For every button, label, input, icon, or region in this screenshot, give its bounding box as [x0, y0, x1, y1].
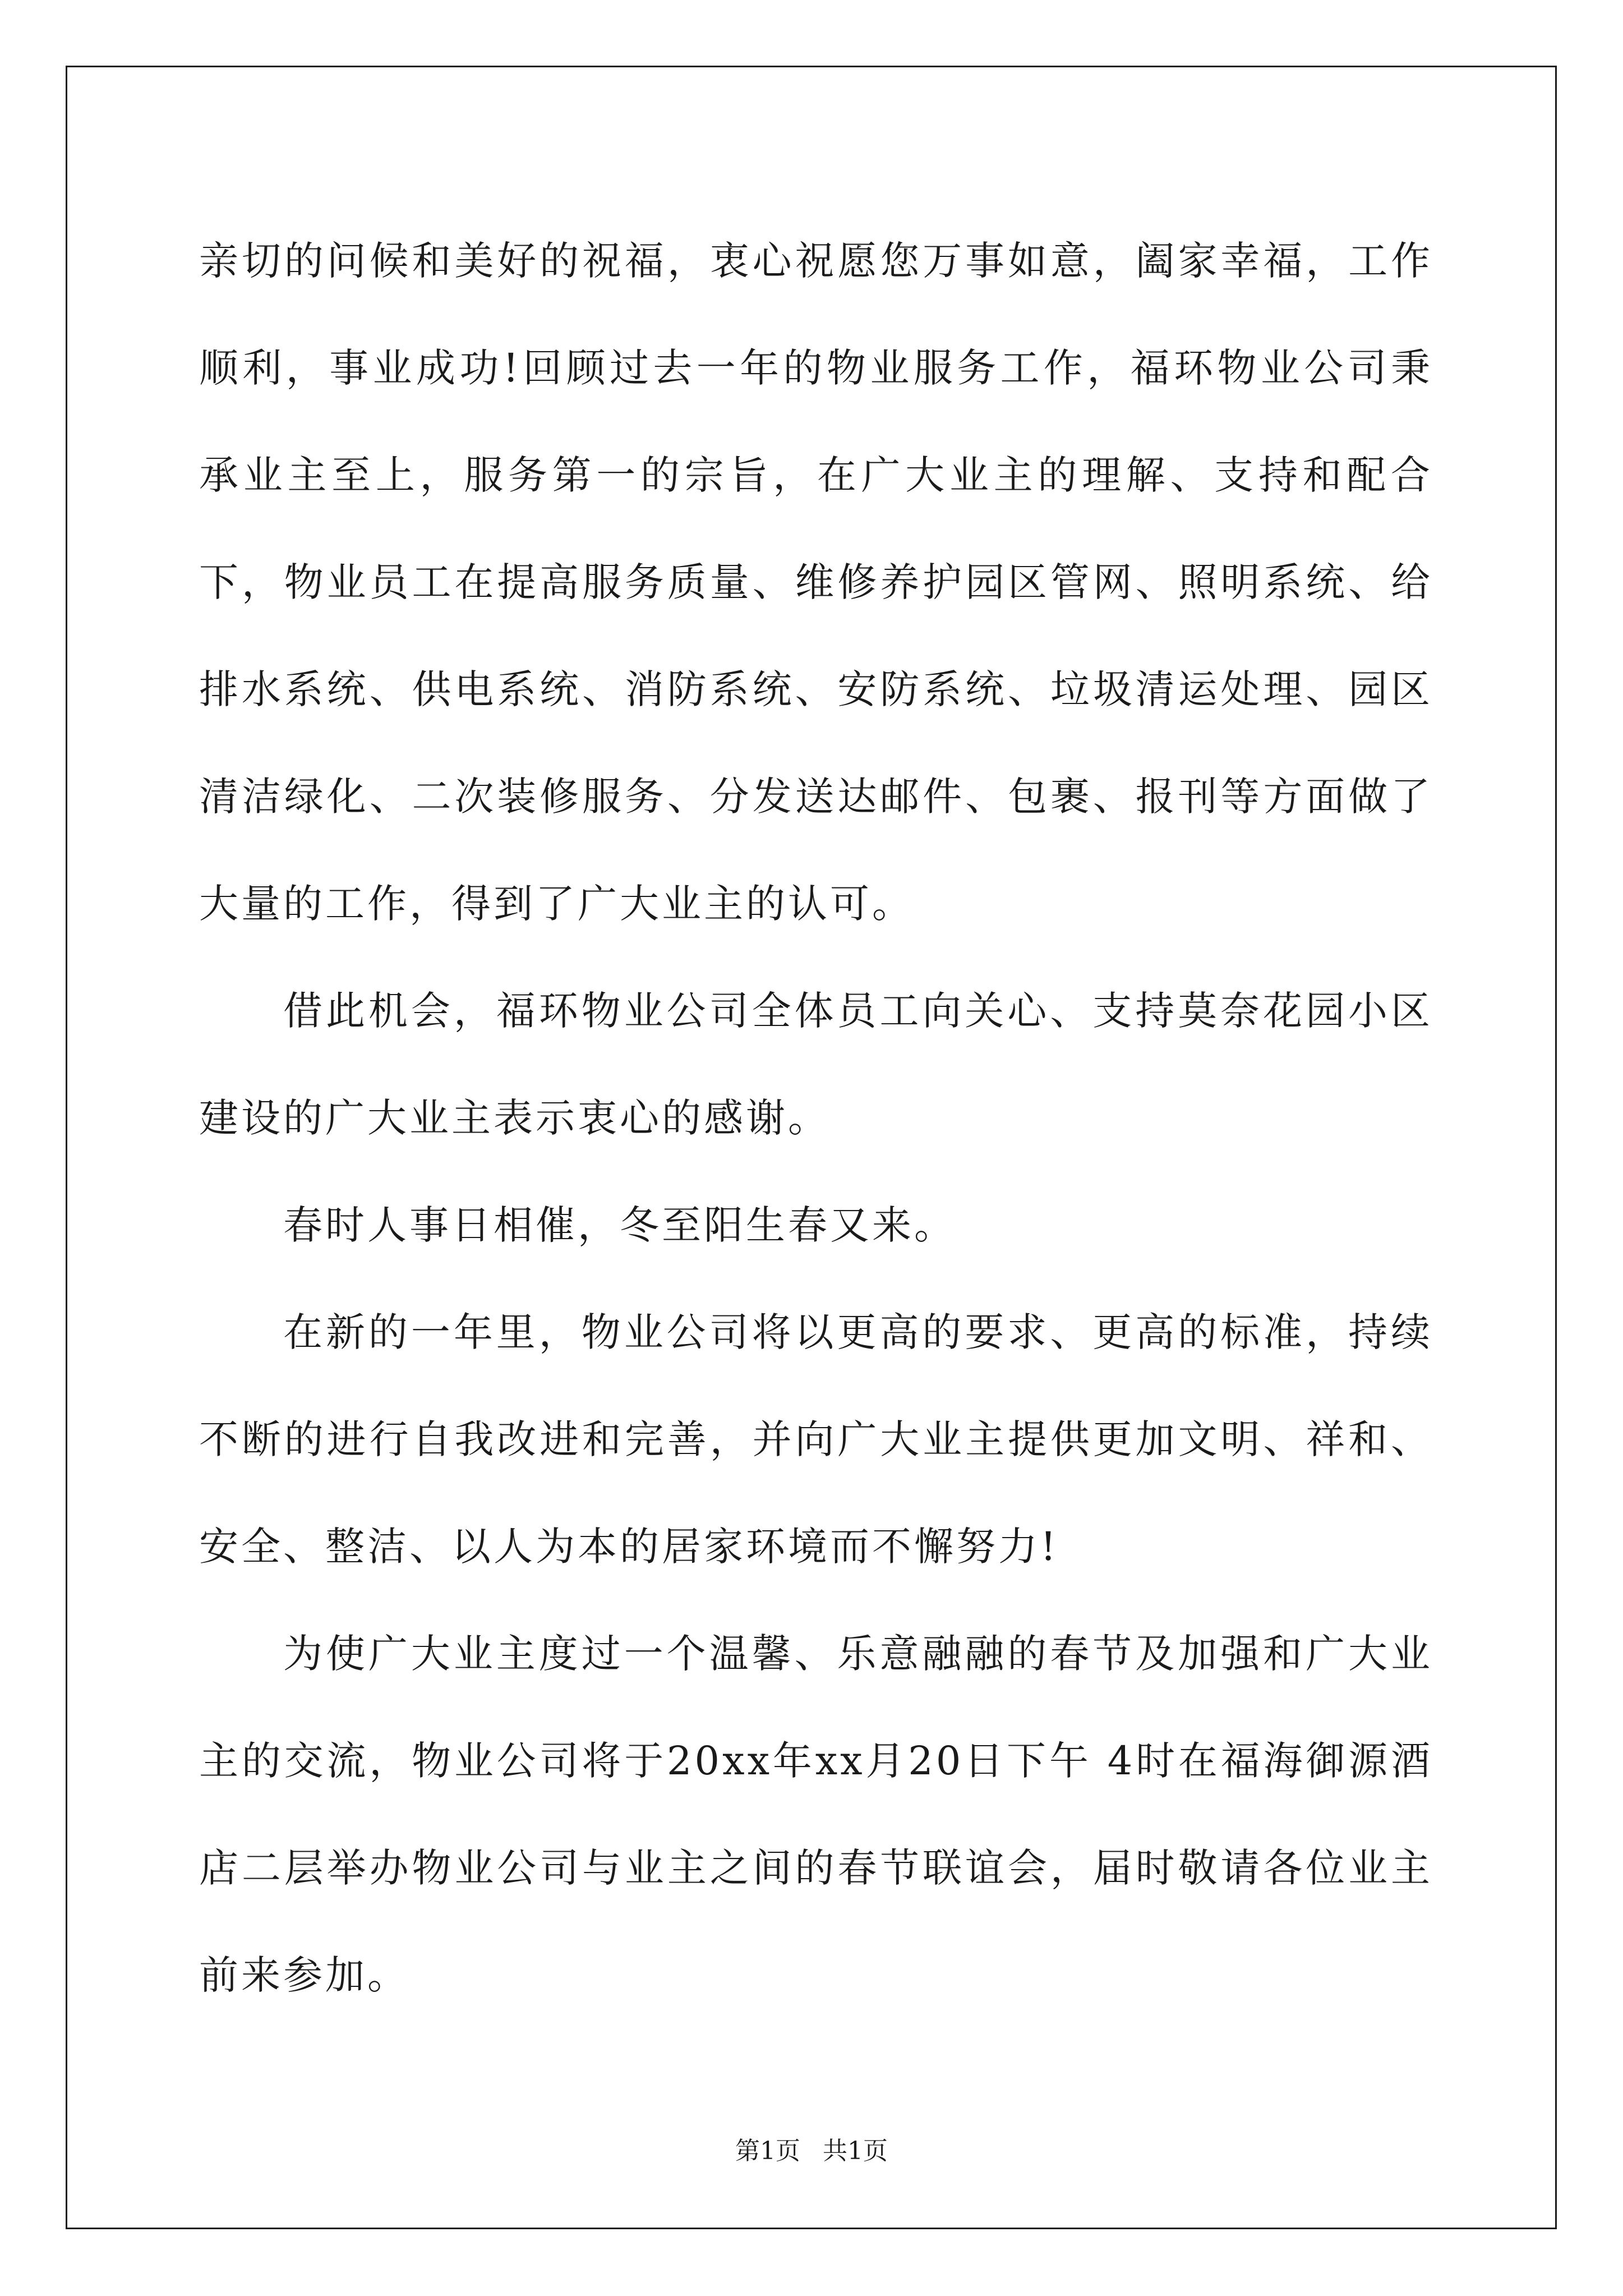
page-footer: [0, 2131, 1623, 2166]
paragraph-5: 为使广大业主度过一个温馨、乐意融融的春节及加强和广大业主的交流，物业公司将于20xx年xx月20日下午 4时在福海御源酒店二层举办物业公司与业主之间的春节联谊会，届时敬请各位业主前来参加。: [199, 1631, 1433, 1998]
paragraph-1: 亲切的问候和美好的祝福，衷心祝愿您万事如意，阖家幸福，工作顺利，事业成功!回顾过去一年的物业服务工作，福环物业公司秉承业主至上，服务第一的宗旨，在广大业主的理解、支持和配合下，物业员工在提高服务质量、维修养护园区管网、照明系统、给排水系统、供电系统、消防系统、安防系统、垃圾清运处理、园区清洁绿化、二次装修服务、分发送达邮件、包裹、报刊等方面做了大量的工作，得到了广大业主的认可。: [199, 238, 1433, 927]
paragraph-2: 借此机会，福环物业公司全体员工向关心、支持莫奈花园小区建设的广大业主表示衷心的感谢。: [199, 988, 1433, 1141]
document-body: [199, 208, 1433, 2029]
paragraph-3: 春时人事日相催，冬至阳生春又来。: [283, 1202, 956, 1248]
page-total: 共1页: [823, 2137, 888, 2165]
paragraph-4: 在新的一年里，物业公司将以更高的要求、更高的标准，持续不断的进行自我改进和完善，并向广大业主提供更加文明、祥和、安全、整洁、以人为本的居家环境而不懈努力!: [199, 1309, 1433, 1570]
page-number: 第1页: [735, 2137, 800, 2165]
